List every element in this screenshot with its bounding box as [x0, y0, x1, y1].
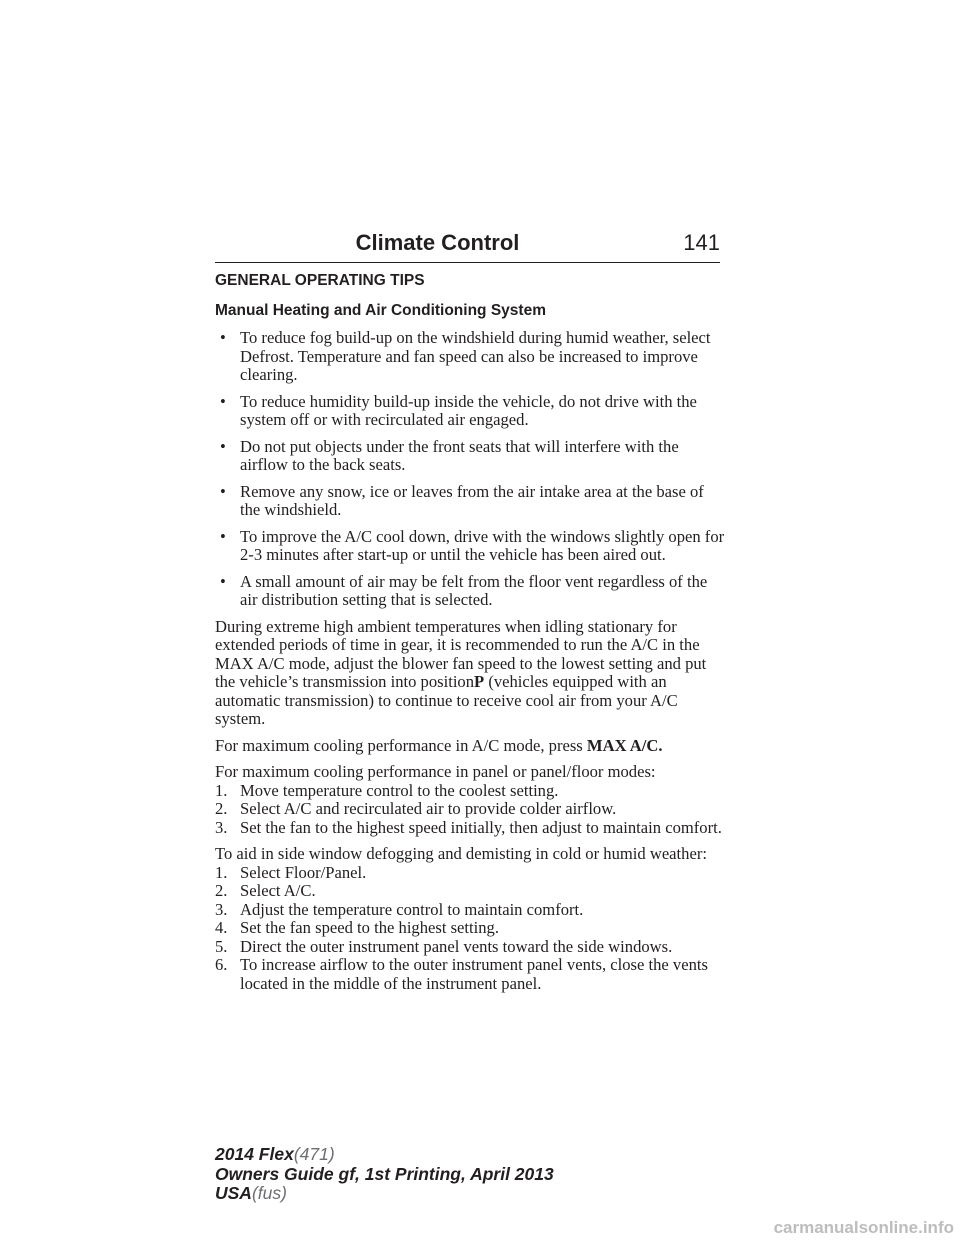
step-number: 6. [215, 955, 228, 974]
panel-floor-block [215, 763, 725, 837]
panel-floor-steps [215, 782, 725, 838]
step-text: Select A/C. [240, 881, 316, 900]
step-text: Set the fan speed to the highest setting. [240, 918, 499, 937]
footer-market: USA [215, 1183, 252, 1203]
step-item [215, 864, 725, 883]
step-text: Select A/C and recirculated air to provide colder airflow. [240, 799, 617, 818]
footer-line-model [215, 1145, 554, 1165]
defog-intro: To aid in side window defogging and demisting in cold or humid weather: [215, 844, 707, 863]
extreme-temperature-paragraph [215, 618, 725, 729]
step-number: 4. [215, 918, 228, 937]
panel-floor-intro: For maximum cooling performance in panel or panel/floor modes: [215, 762, 656, 781]
paragraph-text: (vehicles equipped with an automatic transmission) to continue to receive cool air from your A/C system. [215, 672, 678, 728]
list-item-text: Do not put objects under the front seats that will interfere with the airflow to the back seats. [240, 436, 679, 474]
footer-line-market [215, 1184, 554, 1204]
step-item [215, 800, 725, 819]
bullet-icon: • [220, 391, 226, 411]
list-item-text: To reduce humidity build-up inside the vehicle, do not drive with the system off or with recirculated air engaged. [240, 391, 697, 429]
list-item [215, 528, 725, 565]
footer-code: (471) [293, 1144, 335, 1164]
step-text: Select Floor/Panel. [240, 862, 367, 882]
tips-list [215, 329, 725, 610]
step-number: 5. [215, 936, 228, 956]
step-text: Move temperature control to the coolest setting. [240, 780, 559, 800]
step-text: Set the fan to the highest speed initially, then adjust to maintain comfort. [240, 817, 722, 837]
max-ac-paragraph [215, 737, 725, 756]
bullet-icon: • [220, 436, 226, 456]
bullet-icon: • [220, 328, 226, 347]
page-content [215, 272, 725, 1001]
step-text: To increase airflow to the outer instrument panel vents, close the vents located in the middle of the instrument panel. [240, 955, 708, 993]
list-item [215, 438, 725, 475]
footer-model: 2014 Flex [215, 1144, 294, 1164]
step-item [215, 956, 725, 993]
paragraph-text: During extreme high ambient temperatures when idling stationary for extended periods of time in gear, it is recommended to run the A/C in the MAX A/C mode, adjust the blower fan speed to the lowest setting and put the vehicle’s transmission into position [215, 616, 707, 691]
list-item-text: Remove any snow, ice or leaves from the air intake area at the base of the windshield. [240, 481, 704, 519]
page-header [215, 228, 720, 263]
footer-market-code: (fus) [251, 1183, 287, 1203]
step-number: 1. [215, 780, 228, 800]
step-item [215, 938, 725, 957]
list-item [215, 483, 725, 520]
paragraph-text: For maximum cooling performance in A/C mode, press [215, 735, 583, 755]
list-item-text: To reduce fog build-up on the windshield during humid weather, select Defrost. Temperature and fan speed can also be increased to improve clearing. [240, 328, 711, 384]
park-position-label: P [474, 672, 485, 691]
list-item-text: To improve the A/C cool down, drive with the windows slightly open for 2-3 minutes after start-up or until the vehicle has been aired out. [240, 526, 725, 564]
step-text: Direct the outer instrument panel vents toward the side windows. [240, 936, 673, 956]
step-item [215, 882, 725, 901]
chapter-title: Climate Control [355, 230, 520, 255]
list-item [215, 393, 725, 430]
sub-heading: Manual Heating and Air Conditioning System [215, 301, 546, 319]
list-item [215, 573, 725, 610]
step-item [215, 819, 725, 838]
print-footer [215, 1145, 554, 1204]
list-item-text: A small amount of air may be felt from the floor vent regardless of the air distribution setting that is selected. [240, 571, 708, 609]
bullet-icon: • [220, 526, 226, 546]
step-item [215, 919, 725, 938]
step-number: 3. [215, 899, 228, 919]
footer-line-guide: Owners Guide gf, 1st Printing, April 2013 [215, 1163, 554, 1184]
page-number: 141 [683, 230, 720, 255]
section-heading: GENERAL OPERATING TIPS [215, 272, 425, 289]
max-ac-label: MAX A/C. [586, 735, 663, 755]
bullet-icon: • [220, 571, 226, 591]
defog-steps [215, 864, 725, 994]
step-number: 2. [215, 799, 228, 818]
step-number: 3. [215, 817, 228, 837]
step-number: 2. [215, 881, 228, 900]
step-text: Adjust the temperature control to maintain comfort. [240, 899, 584, 919]
list-item [215, 329, 725, 385]
watermark-link[interactable]: carmanualsonline.info [773, 1218, 954, 1237]
bullet-icon: • [220, 481, 226, 501]
step-item [215, 782, 725, 801]
step-number: 1. [215, 862, 228, 882]
step-item [215, 901, 725, 920]
defog-block [215, 845, 725, 993]
